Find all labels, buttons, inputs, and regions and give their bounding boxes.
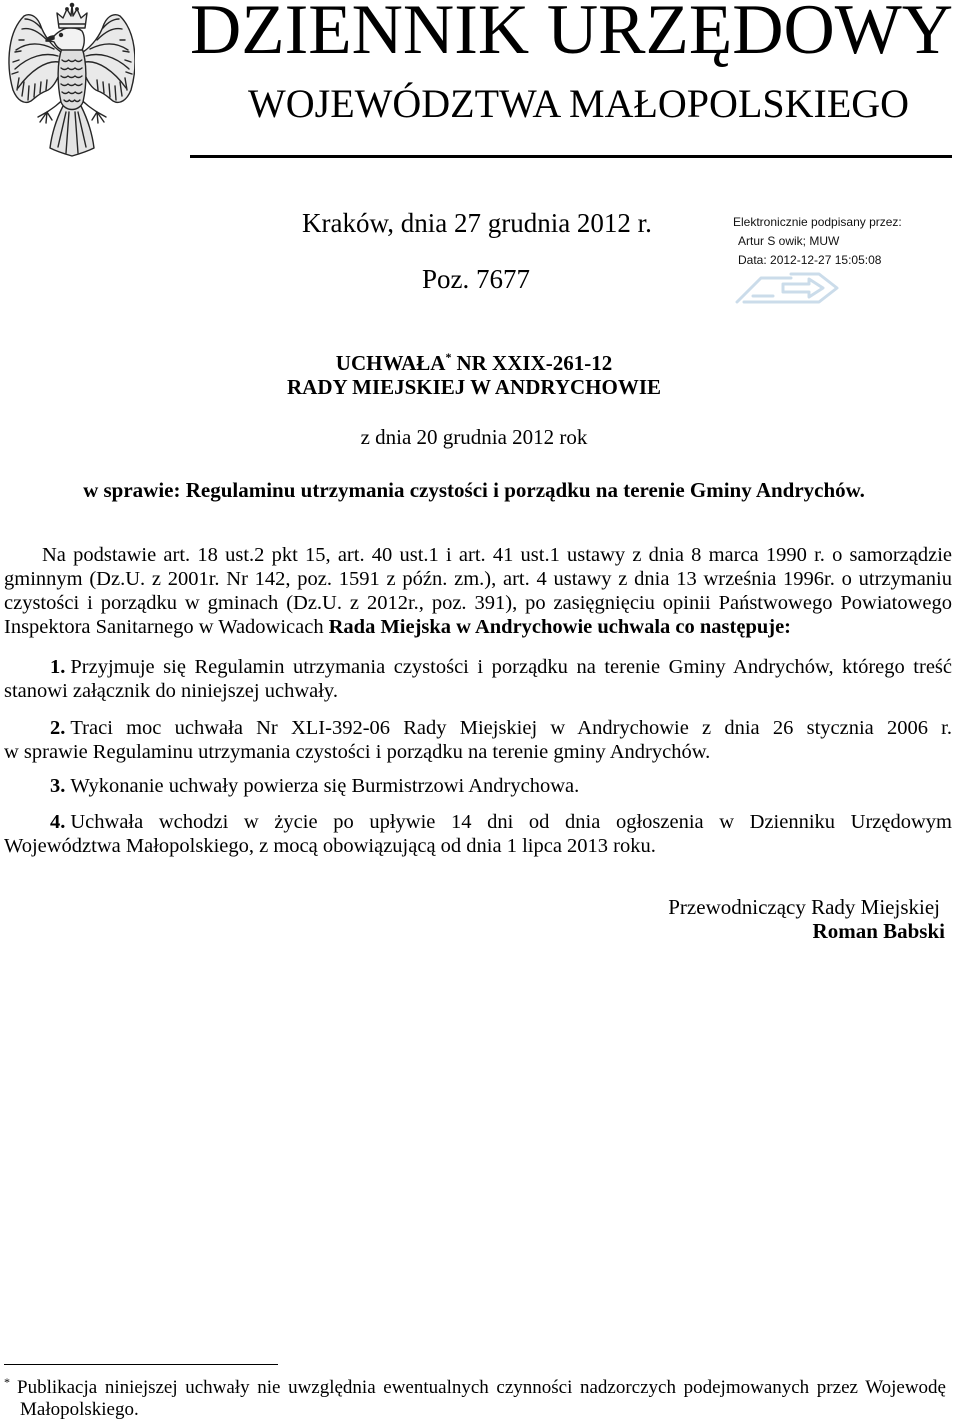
signature-stamp-icon	[733, 268, 841, 308]
resolution-issuer: RADY MIEJSKIEJ W ANDRYCHOWIE	[286, 375, 661, 399]
paragraph-number: 3.	[50, 775, 66, 797]
electronic-signature-block	[733, 213, 902, 270]
signatory-name: Roman Babski	[812, 919, 945, 943]
e-signature-signer: Artur S owik; MUW	[738, 234, 840, 248]
paragraph-3	[4, 774, 952, 798]
place-date: Kraków, dnia 27 grudnia 2012 r.	[302, 208, 652, 238]
preamble-line: Na podstawie art. 18 ust.2 pkt 15, art. 40 ust.1 i art. 41 ust.1 ustawy z dnia 8 marca 1990 r. o samorządzie	[42, 544, 952, 566]
paragraph-line	[4, 810, 952, 834]
eagle-emblem-icon	[5, 2, 135, 158]
paragraph-text: Uchwała wchodzi w życie po upływie 14 dni od dnia ogłoszenia w Dzienniku Urzędowym	[70, 811, 952, 833]
enactment-formula: Rada Miejska w Andrychowie uchwala co następuje:	[328, 616, 792, 638]
resolution-subject: w sprawie: Regulaminu utrzymania czystości i porządku na terenie Gminy Andrychów.	[83, 478, 865, 502]
e-signature-date: Data: 2012-12-27 15:05:08	[738, 253, 882, 267]
paragraph-text: Wykonanie uchwały powierza się Burmistrzowi Andrychowa.	[70, 775, 580, 797]
paragraph-1	[4, 655, 952, 703]
position-number: Poz. 7677	[422, 264, 530, 294]
footnote-text: Publikacja niniejszej uchwały nie uwzględnia ewentualnych czynności nadzorczych podejmowanych przez Wojewodę	[17, 1377, 946, 1398]
journal-title: DZIENNIK URZĘDOWY	[190, 0, 954, 69]
resolution-footnote-marker: *	[445, 350, 452, 364]
paragraph-4	[4, 810, 952, 858]
paragraph-line	[4, 716, 952, 740]
journal-subtitle: WOJEWÓDZTWA MAŁOPOLSKIEGO	[248, 81, 910, 126]
preamble-line: czystości i porządku w gminach (Dz.U. z 2012r., poz. 391), po zasięgnięciu opinii Państwowego Powiatowego	[4, 592, 952, 614]
resolution-date: z dnia 20 grudnia 2012 rok	[360, 425, 588, 449]
paragraph-text: Traci moc uchwała Nr XLI-392-06 Rady Miejskiej w Andrychowie z dnia 26 stycznia 2006 r.	[70, 717, 952, 739]
resolution-title-word: UCHWAŁA	[335, 351, 446, 375]
paragraph-line: stanowi załącznik do niniejszej uchwały.	[4, 680, 338, 702]
paragraph-line: w sprawie Regulaminu utrzymania czystości i porządku na terenie gminy Andrychów.	[4, 741, 711, 763]
paragraph-line	[4, 774, 952, 798]
signatory-role: Przewodniczący Rady Miejskiej	[668, 895, 940, 919]
footnote	[4, 1377, 946, 1421]
footnote-marker: *	[4, 1375, 10, 1389]
resolution-number: NR XXIX-261-12	[456, 351, 613, 375]
signature-block	[0, 895, 945, 943]
footnote-line: Małopolskiego.	[20, 1399, 139, 1420]
e-signature-label: Elektronicznie podpisany przez:	[733, 215, 902, 229]
paragraph-number: 1.	[50, 656, 66, 678]
paragraph-2	[4, 716, 952, 764]
paragraph-text: Przyjmuje się Regulamin utrzymania czystości i porządku na terenie Gminy Andrychów, którego treść	[70, 656, 952, 678]
title-divider	[190, 155, 952, 158]
paragraph-number: 4.	[50, 811, 66, 833]
footnote-line	[4, 1377, 946, 1399]
footnote-divider	[4, 1364, 278, 1365]
resolution-title	[0, 351, 948, 375]
preamble	[4, 543, 952, 639]
paragraph-line: Województwa Małopolskiego, z mocą obowiązującą od dnia 1 lipca 2013 roku.	[4, 835, 656, 857]
preamble-line	[4, 615, 952, 639]
paragraph-number: 2.	[50, 717, 66, 739]
preamble-line-text: Inspektora Sanitarnego w Wadowicach	[4, 616, 324, 638]
preamble-line: gminnym (Dz.U. z 2001r. Nr 142, poz. 1591 z późn. zm.), art. 4 ustawy z dnia 13 września 1996r. o utrzymaniu	[4, 568, 952, 590]
paragraph-line	[4, 655, 952, 679]
